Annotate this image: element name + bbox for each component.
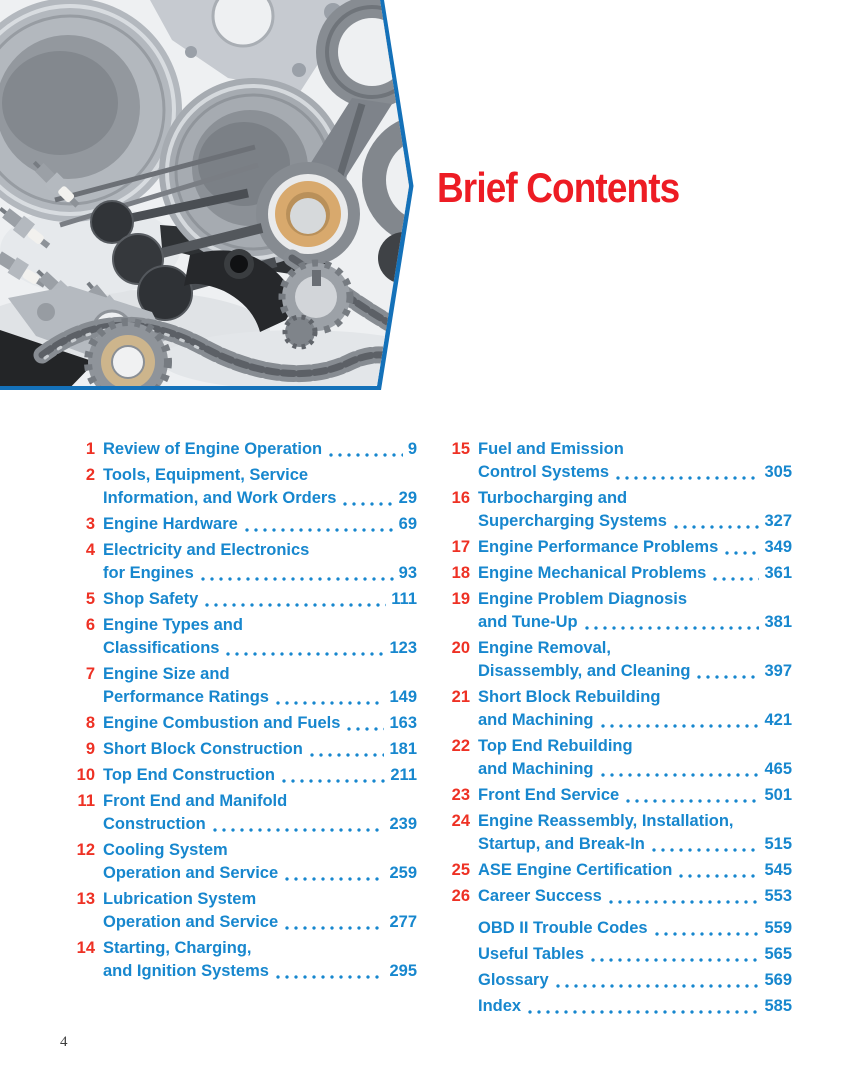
engine-parts-illustration (0, 0, 418, 394)
dot-leader (278, 862, 389, 885)
chapter-title-block (103, 513, 417, 536)
chapter-title-block (103, 764, 417, 787)
chapter-number: 24 (451, 812, 470, 830)
toc-entry-useful-tables (433, 943, 792, 966)
chapter-number: 17 (451, 538, 470, 556)
chapter-number: 1 (85, 440, 95, 458)
toc-entry-2 (58, 464, 417, 510)
chapter-title-text: Engine Hardware (103, 515, 238, 533)
page-ref: 515 (764, 835, 792, 853)
dot-leader (594, 709, 765, 732)
page-ref: 465 (764, 760, 792, 778)
chapter-title-text: and Ignition Systems (103, 962, 269, 980)
chapter-title-text: Operation and Service (103, 913, 279, 931)
chapter-number: 23 (451, 786, 470, 804)
dot-leader (198, 588, 391, 611)
chapter-number: 22 (451, 737, 470, 755)
page-title: Brief Contents (437, 164, 680, 211)
chapter-title-text: Supercharging Systems (478, 512, 667, 530)
chapter-title-block (103, 663, 417, 709)
toc-entry-10 (58, 764, 417, 787)
page-ref: 181 (389, 740, 417, 758)
chapter-title-line (103, 513, 417, 536)
page-ref: 421 (764, 711, 792, 729)
chapter-title-line (103, 438, 417, 461)
chapter-title-block (103, 464, 417, 510)
chapter-title-block (478, 810, 792, 856)
chapter-title-line (103, 637, 417, 660)
dot-leader (602, 885, 765, 908)
chapter-title-line (103, 764, 417, 787)
brief-contents-list (58, 438, 792, 1021)
page-number: 4 (60, 1034, 68, 1050)
chapter-title-text: Disassembly, and Cleaning (478, 662, 691, 680)
chapter-number: 8 (85, 714, 95, 732)
chapter-number: 16 (451, 489, 470, 507)
toc-entry-26 (433, 885, 792, 908)
chapter-title-line: Engine Problem Diagnosis (478, 590, 688, 608)
chapter-title-line (103, 487, 417, 510)
page-ref: 361 (764, 564, 792, 582)
dot-leader (322, 438, 408, 461)
chapter-number (433, 917, 478, 940)
chapter-title-block (478, 917, 792, 940)
chapter-title-text: Useful Tables (478, 945, 585, 963)
page-ref: 239 (389, 815, 417, 833)
chapter-title-text: Top End Construction (103, 766, 276, 784)
chapter-title-line: Starting, Charging, (103, 939, 252, 957)
page-ref: 565 (764, 945, 792, 963)
chapter-title-line: Tools, Equipment, Service (103, 466, 309, 484)
chapter-title-block (478, 562, 792, 585)
chapter-title-text: Index (478, 997, 522, 1015)
dot-leader (648, 917, 765, 940)
page-ref: 559 (764, 919, 792, 937)
chapter-title-block (103, 438, 417, 461)
chapter-title-block (478, 588, 792, 634)
chapter-title-text: and Machining (478, 760, 594, 778)
chapter-title-text: ASE Engine Certification (478, 861, 673, 879)
chapter-title-line (478, 709, 792, 732)
chapter-title-block (103, 539, 417, 585)
chapter-title-block (103, 712, 417, 735)
chapter-title-line (103, 562, 417, 585)
chapter-title-block (478, 784, 792, 807)
chapter-title-block (478, 637, 792, 683)
page-ref: 93 (398, 564, 417, 582)
toc-entry-4 (58, 539, 417, 585)
toc-entry-obd-ii-trouble-codes (433, 917, 792, 940)
chapter-title-text: Startup, and Break-In (478, 835, 645, 853)
toc-column-right (433, 438, 792, 1021)
chapter-number: 3 (85, 515, 95, 533)
chapter-title-line (103, 686, 417, 709)
dot-leader (619, 784, 764, 807)
chapter-title-line: Engine Types and (103, 616, 243, 634)
chapter-title-line: Lubrication System (103, 890, 257, 908)
toc-entry-24 (433, 810, 792, 856)
chapter-title-block (478, 885, 792, 908)
toc-entry-25 (433, 859, 792, 882)
chapter-title-line: Engine Reassembly, Installation, (478, 812, 734, 830)
chapter-number: 2 (85, 466, 95, 484)
dot-leader (206, 813, 390, 836)
dot-leader (609, 461, 764, 484)
chapter-title-text: Engine Performance Problems (478, 538, 719, 556)
toc-entry-21 (433, 686, 792, 732)
chapter-title-block (478, 859, 792, 882)
chapter-number: 19 (451, 590, 470, 608)
chapter-title-block (478, 943, 792, 966)
chapter-title-text: Information, and Work Orders (103, 489, 337, 507)
chapter-title-text: Construction (103, 815, 206, 833)
page-ref: 305 (764, 463, 792, 481)
chapter-title-line (478, 461, 792, 484)
page-ref: 397 (764, 662, 792, 680)
chapter-title-block (103, 738, 417, 761)
chapter-title-line (478, 943, 792, 966)
chapter-title-line: Fuel and Emission (478, 440, 624, 458)
chapter-title-block (478, 438, 792, 484)
chapter-number: 6 (85, 616, 95, 634)
page-ref: 545 (764, 861, 792, 879)
toc-entry-18 (433, 562, 792, 585)
chapter-title-line (478, 758, 792, 781)
dot-leader (278, 911, 389, 934)
chapter-title-text: and Machining (478, 711, 594, 729)
chapter-title-block (103, 839, 417, 885)
chapter-title-line (478, 885, 792, 908)
page-ref: 569 (764, 971, 792, 989)
dot-leader (238, 513, 399, 536)
page-ref: 163 (389, 714, 417, 732)
toc-entry-3 (58, 513, 417, 536)
chapter-title-line (478, 660, 792, 683)
page-ref: 553 (764, 887, 792, 905)
dot-leader (690, 660, 764, 683)
toc-entry-index (433, 995, 792, 1018)
chapter-title-text: for Engines (103, 564, 194, 582)
chapter-title-text: Control Systems (478, 463, 610, 481)
page-ref: 295 (389, 962, 417, 980)
chapter-number: 15 (451, 440, 470, 458)
toc-entry-13 (58, 888, 417, 934)
dot-leader (275, 764, 390, 787)
toc-entry-20 (433, 637, 792, 683)
toc-entry-17 (433, 536, 792, 559)
chapter-title-block (103, 790, 417, 836)
chapter-title-line (478, 969, 792, 992)
chapter-number: 5 (85, 590, 95, 608)
toc-entry-15 (433, 438, 792, 484)
chapter-title-line (103, 911, 417, 934)
chapter-title-text: OBD II Trouble Codes (478, 919, 648, 937)
chapter-title-line (478, 917, 792, 940)
chapter-number: 9 (85, 740, 95, 758)
chapter-title-line (103, 588, 417, 611)
chapter-title-block (103, 888, 417, 934)
chapter-title-line (478, 510, 792, 533)
chapter-number: 7 (85, 665, 95, 683)
toc-entry-8 (58, 712, 417, 735)
page-ref: 123 (389, 639, 417, 657)
chapter-title-line (478, 536, 792, 559)
chapter-title-text: Engine Mechanical Problems (478, 564, 707, 582)
dot-leader (594, 758, 765, 781)
toc-entry-1 (58, 438, 417, 461)
toc-entry-16 (433, 487, 792, 533)
chapter-number (433, 969, 478, 992)
toc-entry-12 (58, 839, 417, 885)
dot-leader (269, 686, 390, 709)
chapter-title-block (103, 588, 417, 611)
chapter-title-text: Performance Ratings (103, 688, 269, 706)
chapter-title-line: Short Block Rebuilding (478, 688, 661, 706)
chapter-title-text: Operation and Service (103, 864, 279, 882)
dot-leader (672, 859, 764, 882)
page-ref: 69 (398, 515, 417, 533)
dot-leader (578, 611, 765, 634)
page-ref: 111 (391, 590, 417, 608)
chapter-title-block (478, 686, 792, 732)
chapter-title-block (103, 614, 417, 660)
toc-entry-5 (58, 588, 417, 611)
chapter-title-line (478, 833, 792, 856)
chapter-number: 26 (451, 887, 470, 905)
dot-leader (584, 943, 764, 966)
chapter-title-line (478, 562, 792, 585)
chapter-title-block (478, 969, 792, 992)
dot-leader (549, 969, 765, 992)
dot-leader (706, 562, 764, 585)
chapter-title-block (478, 487, 792, 533)
page-ref: 149 (389, 688, 417, 706)
chapter-number: 13 (76, 890, 95, 908)
chapter-title-line (478, 611, 792, 634)
page-ref: 501 (764, 786, 792, 804)
page-ref: 585 (764, 997, 792, 1015)
chapter-number: 18 (451, 564, 470, 582)
toc-entry-14 (58, 937, 417, 983)
chapter-title-text: Review of Engine Operation (103, 440, 323, 458)
dot-leader (645, 833, 765, 856)
chapter-title-line (103, 862, 417, 885)
chapter-title-text: Glossary (478, 971, 549, 989)
chapter-title-line: Electricity and Electronics (103, 541, 310, 559)
toc-entry-glossary (433, 969, 792, 992)
chapter-title-text: Front End Service (478, 786, 620, 804)
dot-leader (718, 536, 764, 559)
chapter-title-text: Short Block Construction (103, 740, 303, 758)
chapter-title-line (103, 712, 417, 735)
dot-leader (340, 712, 389, 735)
toc-entry-22 (433, 735, 792, 781)
chapter-title-block (103, 937, 417, 983)
page-ref: 327 (764, 512, 792, 530)
chapter-title-line: Engine Size and (103, 665, 230, 683)
chapter-number: 21 (451, 688, 470, 706)
chapter-title-line (103, 738, 417, 761)
chapter-title-text: Career Success (478, 887, 602, 905)
chapter-number (433, 995, 478, 1018)
chapter-number: 14 (76, 939, 95, 957)
toc-entry-6 (58, 614, 417, 660)
dot-leader (269, 960, 390, 983)
chapter-title-line (478, 859, 792, 882)
toc-entry-9 (58, 738, 417, 761)
chapter-title-line (478, 995, 792, 1018)
page-ref: 29 (398, 489, 417, 507)
page-ref: 381 (764, 613, 792, 631)
chapter-title-block (478, 995, 792, 1018)
page-ref: 349 (764, 538, 792, 556)
toc-entry-19 (433, 588, 792, 634)
chapter-title-line (103, 813, 417, 836)
chapter-title-line: Front End and Manifold (103, 792, 288, 810)
chapter-title-line: Engine Removal, (478, 639, 611, 657)
chapter-title-line (478, 784, 792, 807)
page-ref: 259 (389, 864, 417, 882)
chapter-title-line: Cooling System (103, 841, 228, 859)
chapter-title-text: and Tune-Up (478, 613, 578, 631)
chapter-title-text: Classifications (103, 639, 220, 657)
page-ref: 9 (407, 440, 417, 458)
dot-leader (194, 562, 399, 585)
dot-leader (303, 738, 390, 761)
chapter-title-block (478, 735, 792, 781)
chapter-title-text: Shop Safety (103, 590, 199, 608)
page-ref: 277 (389, 913, 417, 931)
dot-leader (336, 487, 398, 510)
page-ref: 211 (390, 766, 417, 784)
chapter-number (433, 943, 478, 966)
dot-leader (667, 510, 765, 533)
chapter-number: 4 (85, 541, 95, 559)
chapter-title-line: Top End Rebuilding (478, 737, 633, 755)
chapter-title-block (478, 536, 792, 559)
chapter-title-text: Engine Combustion and Fuels (103, 714, 341, 732)
toc-entry-23 (433, 784, 792, 807)
chapter-number: 12 (76, 841, 95, 859)
toc-entry-7 (58, 663, 417, 709)
chapter-title-line: Turbocharging and (478, 489, 628, 507)
chapter-number: 10 (76, 766, 95, 784)
chapter-number: 11 (77, 792, 95, 810)
engine-parts-photo (0, 0, 418, 394)
chapter-number: 25 (451, 861, 470, 879)
chapter-number: 20 (451, 639, 470, 657)
dot-leader (521, 995, 764, 1018)
toc-entry-11 (58, 790, 417, 836)
chapter-title-line (103, 960, 417, 983)
toc-column-left (58, 438, 417, 1021)
dot-leader (219, 637, 389, 660)
